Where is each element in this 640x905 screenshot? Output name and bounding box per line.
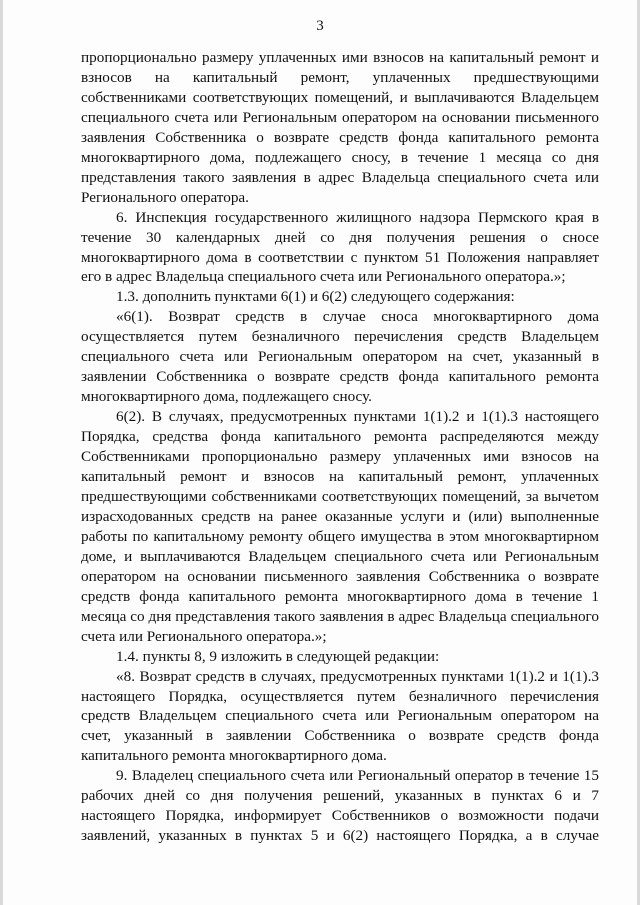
paragraph-item-9: 9. Владелец специального счета или Региональный оператор в течение 15 рабочих дней со дня получения решений, указанных в пунктах 6 и 7 настоящего Порядка, информирует Собственников о возможности подачи заявлений, указанных в пунктах 5 и 6(2) настоящего Порядка, а в случае: [81, 767, 599, 845]
paragraph-item-6-1: «6(1). Возврат средств в случае сноса многоквартирного дома осуществляется путем безналичного перечисления средств Владельцем специального счета или Региональным оператором на счет, указанный в заявлении Собственника о возврате средств фонда капитального ремонта многоквартирного дома, подлежащего сносу.: [81, 308, 599, 406]
page-number: 3: [316, 18, 324, 34]
paragraph-amendment-1-4: 1.4. пункты 8, 9 изложить в следующей редакции:: [116, 647, 440, 665]
paragraph-item-8: «8. Возврат средств в случаях, предусмотренных пунктами 1(1).2 и 1(1).3 настоящего Порядка, осуществляется путем безналичного перечисления средств Владельцем специального счета или Региональным оператором на счет, указанный в заявлении Собственника о возврате средств фонда капитального ремонта многоквартирного дома.: [81, 667, 599, 765]
scan-edge-left: [0, 0, 3, 905]
document-body: [81, 48, 599, 846]
paragraph-continuation: пропорционально размеру уплаченных ими взносов на капитальный ремонт и взносов на капитальный ремонт, уплаченных предшествующими собственниками соответствующих помещений, и выплачиваются Владельцем специального счета или Региональным оператором на основании письменного заявления Собственника о возврате средств фонда капитального ремонта многоквартирного дома, подлежащего сносу, в течение 1 месяца со дня представления такого заявления в адрес Владельца специального счета или Регионального оператора.: [81, 49, 599, 206]
paragraph-item-6: 6. Инспекция государственного жилищного надзора Пермского края в течение 30 календарных дней со дня получения решения о сносе многоквартирного дома в соответствии с пунктом 51 Положения направляет его в адрес Владельца специального счета или Регионального оператора.»;: [81, 208, 599, 286]
paragraph-item-6-2: 6(2). В случаях, предусмотренных пунктами 1(1).2 и 1(1).3 настоящего Порядка, средства фонда капитального ремонта распределяются между Собственниками пропорционально размеру уплаченных ими взносов на капитальный ремонт и взносов на капитальный ремонт, уплаченных предшествующими собственниками соответствующих помещений, за вычетом израсходованных средств на ранее оказанные услуги и (или) выполненные работы по капитальному ремонту общего имущества в этом многоквартирном доме, и выплачиваются Владельцем специального счета или Региональным оператором на основании письменного заявления Собственника о возврате средств фонда капитального ремонта многоквартирного дома в течение 1 месяца со дня представления такого заявления в адрес Владельца специального счета или Регионального оператора.»;: [81, 408, 599, 645]
paragraph-amendment-1-3: 1.3. дополнить пунктами 6(1) и 6(2) следующего содержания:: [116, 288, 515, 306]
